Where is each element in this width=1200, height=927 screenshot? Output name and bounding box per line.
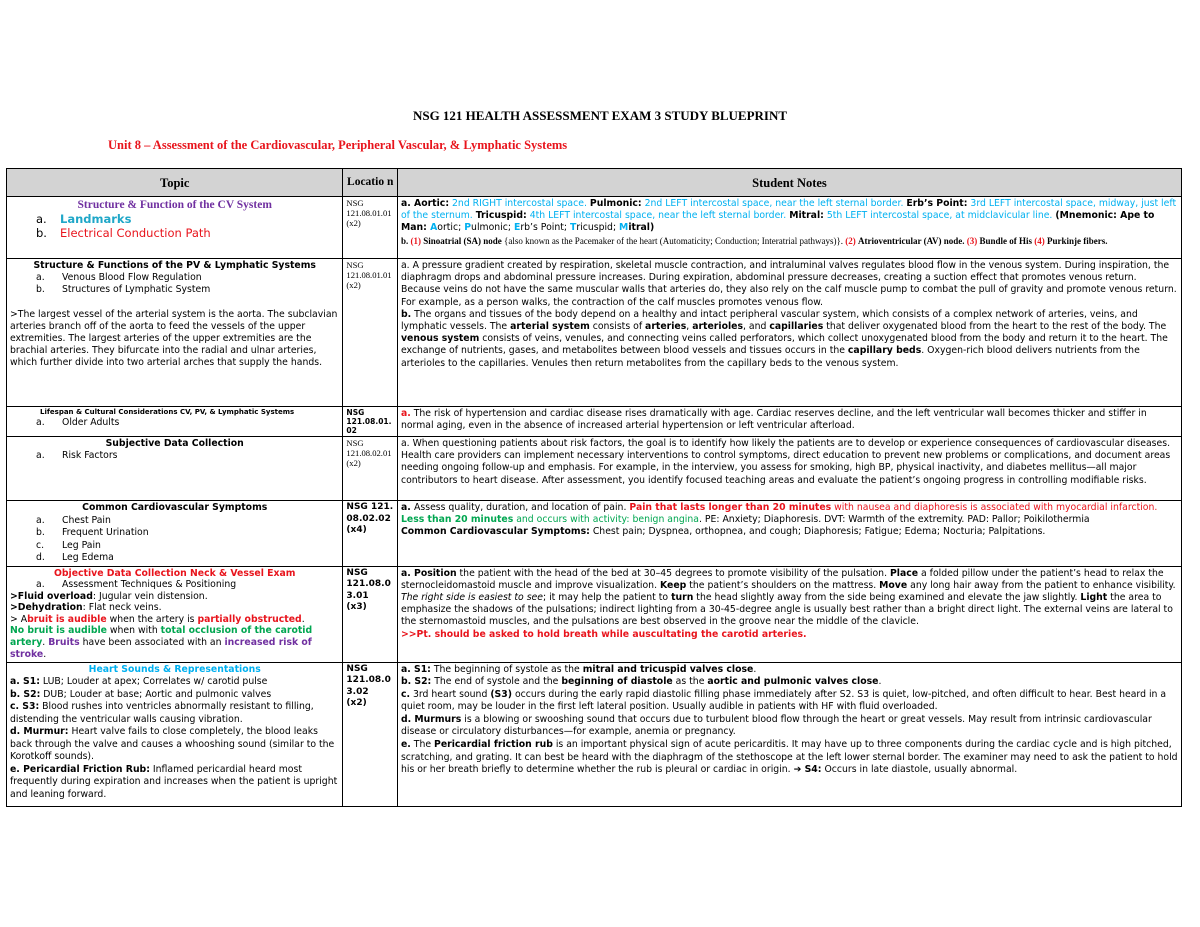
topic-cell: Heart Sounds & Representations a. S1: LUB; Louder at apex; Correlates w/ carotid pulse b. S2: DUB; Louder at base; Aortic and pulmonic valves c. S3: Blood rushes into ventricles abnormally resistant to filling, distending the ventricular walls causing vibration. d. Murmur: Heart valve fails to close completely, the blood leaks back through the valve and causes a whooshing sound (similar to the Korotkoff sounds). e. Pericardial Friction Rub: Inflamed pericardial heard most frequently during expiration and increases when the patient is upright and leaning forward. [7, 662, 343, 806]
table-row [7, 407, 1182, 437]
notes-cell: a. Assess quality, duration, and location of pain. Pain that lasts longer than 20 minutes with nausea and diaphoresis is associated with myocardial infarction. Less than 20 minutes and occurs with activity: benign angina. PE: Anxiety; Diaphoresis. DVT: Warmth of the extremity. PAD: Pallor; Poikilothermia Common Cardiovascular Symptoms: Chest pain; Dyspnea, orthopnea, and cough; Diaphoresis; Fatigue; Edema; Nocturia; Palpitations. [397, 501, 1181, 567]
list-item: c. Leg Pain [36, 539, 101, 551]
table-row [7, 501, 1182, 567]
table-row [7, 566, 1182, 662]
topic-title: Common Cardiovascular Symptoms [82, 502, 268, 513]
topic-title: Heart Sounds & Representations [88, 663, 261, 675]
notes-cell: a. A pressure gradient created by respiration, skeletal muscle contraction, and intraluminal valves regulates blood flow in the venous system. During inspiration, the diaphragm drops and abdominal pressure increases. During expiration, abdominal pressure decreases, creating a suction effect that promotes venous return. Because veins do not have the same muscular walls that arteries do, they also rely on the calf muscle pump to combat the pull of gravity and promote venous return. For example, as a person walks, the contraction of the calf muscles promotes venous flow. b. The organs and tissues of the body depend on a healthy and intact peripheral vascular system, which consists of a complex network of arteries, veins, and lymphatic vessels. The arterial system consists of arteries, arterioles, and capillaries that deliver oxygenated blood from the heart to the rest of the body. The venous system consists of veins, venules, and connecting veins called perforators, which collect unoxygenated blood from the body and return it to the heart. The exchange of nutrients, gases, and metabolites between blood vessels and tissues occurs in the capillary beds. Oxygen-rich blood delivers nutrients from the arterioles to the capillaries. Venules then return metabolites from the capillary beds to the venous system. [397, 259, 1181, 407]
location-cell: NSG 121.08.0 3.02 (x2) [343, 662, 398, 806]
location-cell: NSG 121.08.0 3.01 (x3) [343, 566, 398, 662]
notes-header: Student Notes [397, 169, 1181, 197]
list-item: a. Assessment Techniques & Positioning [36, 579, 237, 591]
topic-cell [7, 259, 343, 407]
table-row [7, 197, 1182, 259]
unit-heading: Unit 8 – Assessment of the Cardiovascular, Peripheral Vascular, & Lymphatic Systems [108, 138, 568, 152]
topic-cell [7, 197, 343, 259]
topic-title: Structure & Functions of the PV & Lymphatic Systems [33, 260, 316, 271]
topic-cell: Objective Data Collection Neck & Vessel Exam a. Assessment Techniques & Positioning >Fluid overload: Jugular vein distension. >Dehydration: Flat neck veins. > Abruit is audible when the artery is partially obstructed. No bruit is audible when with total occlusion of the carotid artery. Bruits have been associated with an increased risk of stroke. [7, 566, 343, 662]
notes-cell: a. Aortic: 2nd RIGHT intercostal space. Pulmonic: 2nd LEFT intercostal space, near the left sternal border. Erb’s Point: 3rd LEFT intercostal space, midway, just left of the sternum. Tricuspid: 4th LEFT intercostal space, near the left sternal border. Mitral: 5th LEFT intercostal space, at midclavicular line. (Mnemonic: Ape to Man: Aortic; Pulmonic; Erb’s Point; Tricuspid; Mitral) b. (1) Sinoatrial (SA) node {also known as the Pacemaker of the heart (Automaticity; Conduction; Interatrial pathways)}. (2) Atrioventricular (AV) node. (3) Bundle of His (4) Purkinje fibers. [397, 197, 1181, 259]
location-cell: NSG 121.08.01. 02 [343, 407, 398, 437]
list-item: a. Chest Pain [36, 514, 111, 526]
list-item: a. Landmarks [36, 212, 132, 226]
arrow-icon: ➔ S4: [793, 764, 822, 776]
topic-cell [7, 501, 343, 567]
table-row [7, 259, 1182, 407]
notes-cell: a. Position the patient with the head of the bed at 30–45 degrees to promote visibility of the pulsation. Place a folded pillow under the patient’s head to relax the sternocleidomastoid muscle and improve visualization. Keep the patient’s shoulders on the mattress. Move any long hair away from the patient to enhance visibility. The right side is easiest to see; it may help the patient to turn the head slightly away from the side being examined and elevate the jaw slightly. Light the area to emphasize the shadows of the pulsations; indirect lighting from a 30-45-degree angle is usually best rather than a bright direct light. The external veins are lateral to the sternomastoid muscles, and the pulsations are best observed in the groove near the middle of the clavicle. >>Pt. should be asked to hold breath while auscultating the carotid arteries. [397, 566, 1181, 662]
table-header-row [7, 169, 1182, 197]
notes-cell: a. When questioning patients about risk factors, the goal is to identify how likely the patients are to develop or experience consequences of cardiovascular diseases. Health care providers can implement necessary interventions to control symptoms, direct education to prevent new problems or complications, and document areas needing ongoing follow-up and emphasis. For example, in the interview, you assess for smoking, high BP, physical inactivity, and diabetes mellitus—all major contributors to heart disease. After assessment, you identify focused teaching areas and evaluate the patient’s ongoing progress in controlling modifiable risks. [397, 437, 1181, 501]
list-item: a. Risk Factors [36, 450, 118, 462]
list-item: b. Frequent Urination [36, 527, 149, 538]
topic-cell [7, 407, 343, 437]
notes-cell: a. The risk of hypertension and cardiac disease rises dramatically with age. Cardiac reserves decline, and the left ventricular wall becomes thicker and stiffer in normal aging, even in the absence of increased arterial hypertension or left ventricular afterload. [397, 407, 1181, 437]
list-item: b. Electrical Conduction Path [36, 226, 211, 240]
page-title: NSG 121 HEALTH ASSESSMENT EXAM 3 STUDY BLUEPRINT [412, 108, 788, 123]
location-cell: NSG 121.08.02.01 (x2) [343, 437, 398, 501]
notes-cell: a. S1: The beginning of systole as the mitral and tricuspid valves close. b. S2: The end of systole and the beginning of diastole as the aortic and pulmonic valves close. c. 3rd heart sound (S3) occurs during the early rapid diastolic filling phase immediately after S2. S3 is quiet, low-pitched, and often difficult to hear. Best heard in a quiet room, may be louder in the first left lateral position. Usually audible in patients with HF with fluid overloaded. d. Murmurs is a blowing or swooshing sound that occurs due to turbulent blood flow through the heart or great vessels. May result from intrinsic cardiovascular disease or circulatory disturbances—for example, anemia or pregnancy. e. The Pericardial friction rub is an important physical sign of acute pericarditis. It may have up to three components during the cardiac cycle and is high pitched, scratching, and grating. It can best be heard with the diaphragm of the stethoscope at the left lower sternal border. The examiner may need to ask the patient to hold his or her breath briefly to determine whether the rub is pleural or cardiac in origin. ➔ S4: Occurs in late diastole, usually abnormal. [397, 662, 1181, 806]
location-cell: NSG 121.08.01.01 (x2) [343, 197, 398, 259]
topic-title: Structure & Function of the CV System [77, 199, 272, 211]
list-item: a. Older Adults [36, 417, 120, 428]
location-cell: NSG 121.08.01.01 (x2) [343, 259, 398, 407]
list-item: d. Leg Edema [36, 552, 114, 563]
topic-title: Objective Data Collection Neck & Vessel Exam [53, 567, 296, 579]
location-header: Locatio n [343, 169, 398, 197]
list-item: a. Venous Blood Flow Regulation [36, 272, 202, 284]
topic-note: >The largest vessel of the arterial system is the aorta. The subclavian arteries branch off of the aorta to feed the vessels of the upper extremities. The largest arteries of the upper extremities are the brachial arteries. They bifurcate into the radial and ulnar arteries, which further divide into two arterial arches that supply the hands. [10, 308, 338, 369]
topic-title: Lifespan & Cultural Considerations CV, PV, & Lymphatic Systems [40, 408, 295, 416]
table-row [7, 437, 1182, 501]
topic-title: Subjective Data Collection [105, 438, 244, 449]
topic-header: Topic [7, 169, 343, 197]
blueprint-table [6, 168, 1182, 807]
table-row [7, 662, 1182, 806]
topic-cell [7, 437, 343, 501]
location-cell: NSG 121. 08.02.02 (x4) [343, 501, 398, 567]
list-item: b. Structures of Lymphatic System [36, 284, 211, 296]
